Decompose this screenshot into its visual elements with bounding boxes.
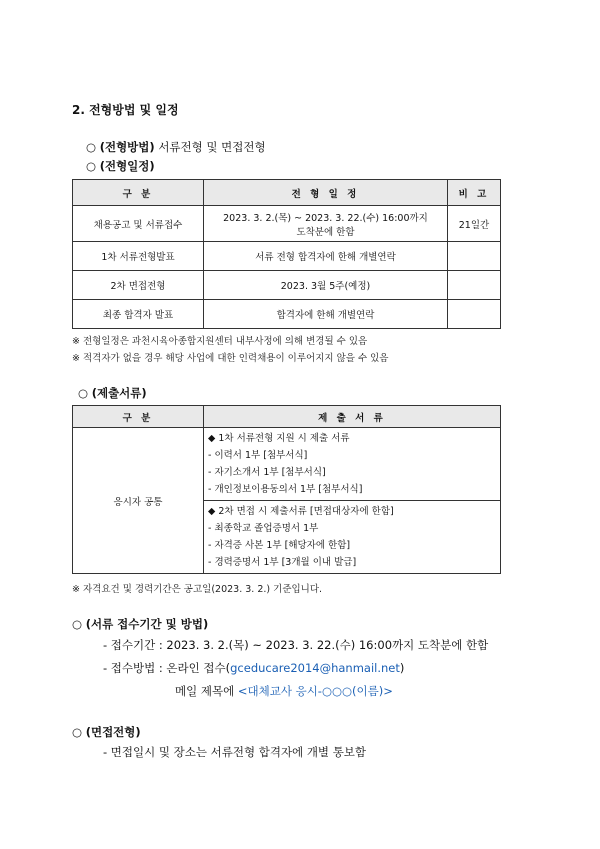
schedule-value: 2023. 3월 5주(예정) [204, 271, 448, 300]
documents-line [78, 385, 147, 401]
list-item: - 자격증 사본 1부 [해당자에 한함] [208, 540, 351, 551]
schedule-note-2: ※ 적격자가 없을 경우 해당 사업에 대한 인력채용이 이루어지지 않을 수 있음 [72, 353, 389, 364]
schedule-value-line: 도착분에 한함 [296, 226, 355, 238]
list-item: - 이력서 1부 [첨부서식] [208, 450, 308, 461]
list-item: - 개인정보이용동의서 1부 [첨부서식] [208, 484, 363, 495]
application-line [72, 616, 208, 632]
schedule-note [448, 300, 501, 329]
application-method [103, 660, 404, 676]
application-method-prefix: - 접수방법 : 온라인 접수( [103, 661, 231, 675]
application-label: (서류 접수기간 및 방법) [85, 617, 209, 631]
table-row [73, 242, 501, 271]
schedule-header-row [73, 180, 501, 206]
list-item: - 경력증명서 1부 [3개월 이내 발급] [208, 557, 357, 568]
documents-group-2 [204, 501, 501, 574]
list-item: - 자기소개서 1부 [첨부서식] [208, 467, 326, 478]
interview-line [72, 724, 141, 740]
schedule-marker: ○ [86, 159, 97, 173]
application-email-link[interactable]: gceducare2014@hanmail.net [230, 661, 400, 675]
table-row [73, 300, 501, 329]
schedule-header-schedule: 전 형 일 정 [204, 180, 448, 206]
application-marker: ○ [72, 617, 83, 631]
documents-group-1-head: ◆ 1차 서류전형 지원 시 제출 서류 [208, 433, 350, 444]
application-method-suffix: ) [399, 661, 405, 675]
schedule-note [448, 242, 501, 271]
schedule-header-category: 구 분 [73, 180, 204, 206]
schedule-note [448, 271, 501, 300]
schedule-value: 서류 전형 합격자에 한해 개별연락 [204, 242, 448, 271]
documents-group-2-head: ◆ 2차 면접 시 제출서류 [면접대상자에 한함] [208, 506, 394, 517]
application-subject-prefix: 메일 제목에 [175, 684, 238, 698]
table-row [73, 206, 501, 242]
interview-text: - 면접일시 및 장소는 서류전형 합격자에 개별 통보함 [103, 745, 367, 759]
table-row [73, 271, 501, 300]
schedule-value [204, 206, 448, 242]
schedule-line [86, 158, 155, 174]
schedule-header-note: 비 고 [448, 180, 501, 206]
documents-note: ※ 자격요건 및 경력기간은 공고일(2023. 3. 2.) 기준입니다. [72, 584, 323, 595]
schedule-category: 1차 서류전형발표 [73, 242, 204, 271]
method-line [86, 139, 266, 155]
documents-group-1 [204, 428, 501, 501]
method-label: (전형방법) [99, 140, 155, 154]
schedule-category: 채용공고 및 서류접수 [73, 206, 204, 242]
documents-header-row [73, 406, 501, 428]
schedule-note-1: ※ 전형일정은 과천시육아종합지원센터 내부사정에 의해 변경될 수 있음 [72, 336, 368, 347]
application-subject [175, 683, 393, 699]
table-row [73, 428, 501, 501]
schedule-note: 21일간 [448, 206, 501, 242]
schedule-label: (전형일정) [99, 159, 155, 173]
schedule-value-line: 2023. 3. 2.(목) ~ 2023. 3. 22.(수) 16:00까지 [223, 212, 428, 224]
schedule-category: 2차 면접전형 [73, 271, 204, 300]
documents-header-documents: 제 출 서 류 [204, 406, 501, 428]
documents-header-category: 구 분 [73, 406, 204, 428]
interview-marker: ○ [72, 725, 83, 739]
schedule-category: 최종 합격자 발표 [73, 300, 204, 329]
schedule-table [72, 179, 501, 329]
application-period: - 접수기간 : 2023. 3. 2.(목) ~ 2023. 3. 22.(수) 16:00까지 도착분에 한함 [103, 638, 489, 652]
method-text: 서류전형 및 면접전형 [158, 140, 266, 154]
interview-label: (면접전형) [85, 725, 141, 739]
documents-label: (제출서류) [91, 386, 147, 400]
documents-marker: ○ [78, 386, 89, 400]
method-marker: ○ [86, 140, 97, 154]
schedule-value: 합격자에 한해 개별연락 [204, 300, 448, 329]
section-title: 2. 전형방법 및 일정 [72, 103, 179, 117]
documents-table [72, 405, 501, 574]
documents-category: 응시자 공통 [73, 428, 204, 574]
list-item: - 최종학교 졸업증명서 1부 [208, 523, 319, 534]
application-subject-value: <대체교사 응시-○○○(이름)> [237, 684, 393, 698]
